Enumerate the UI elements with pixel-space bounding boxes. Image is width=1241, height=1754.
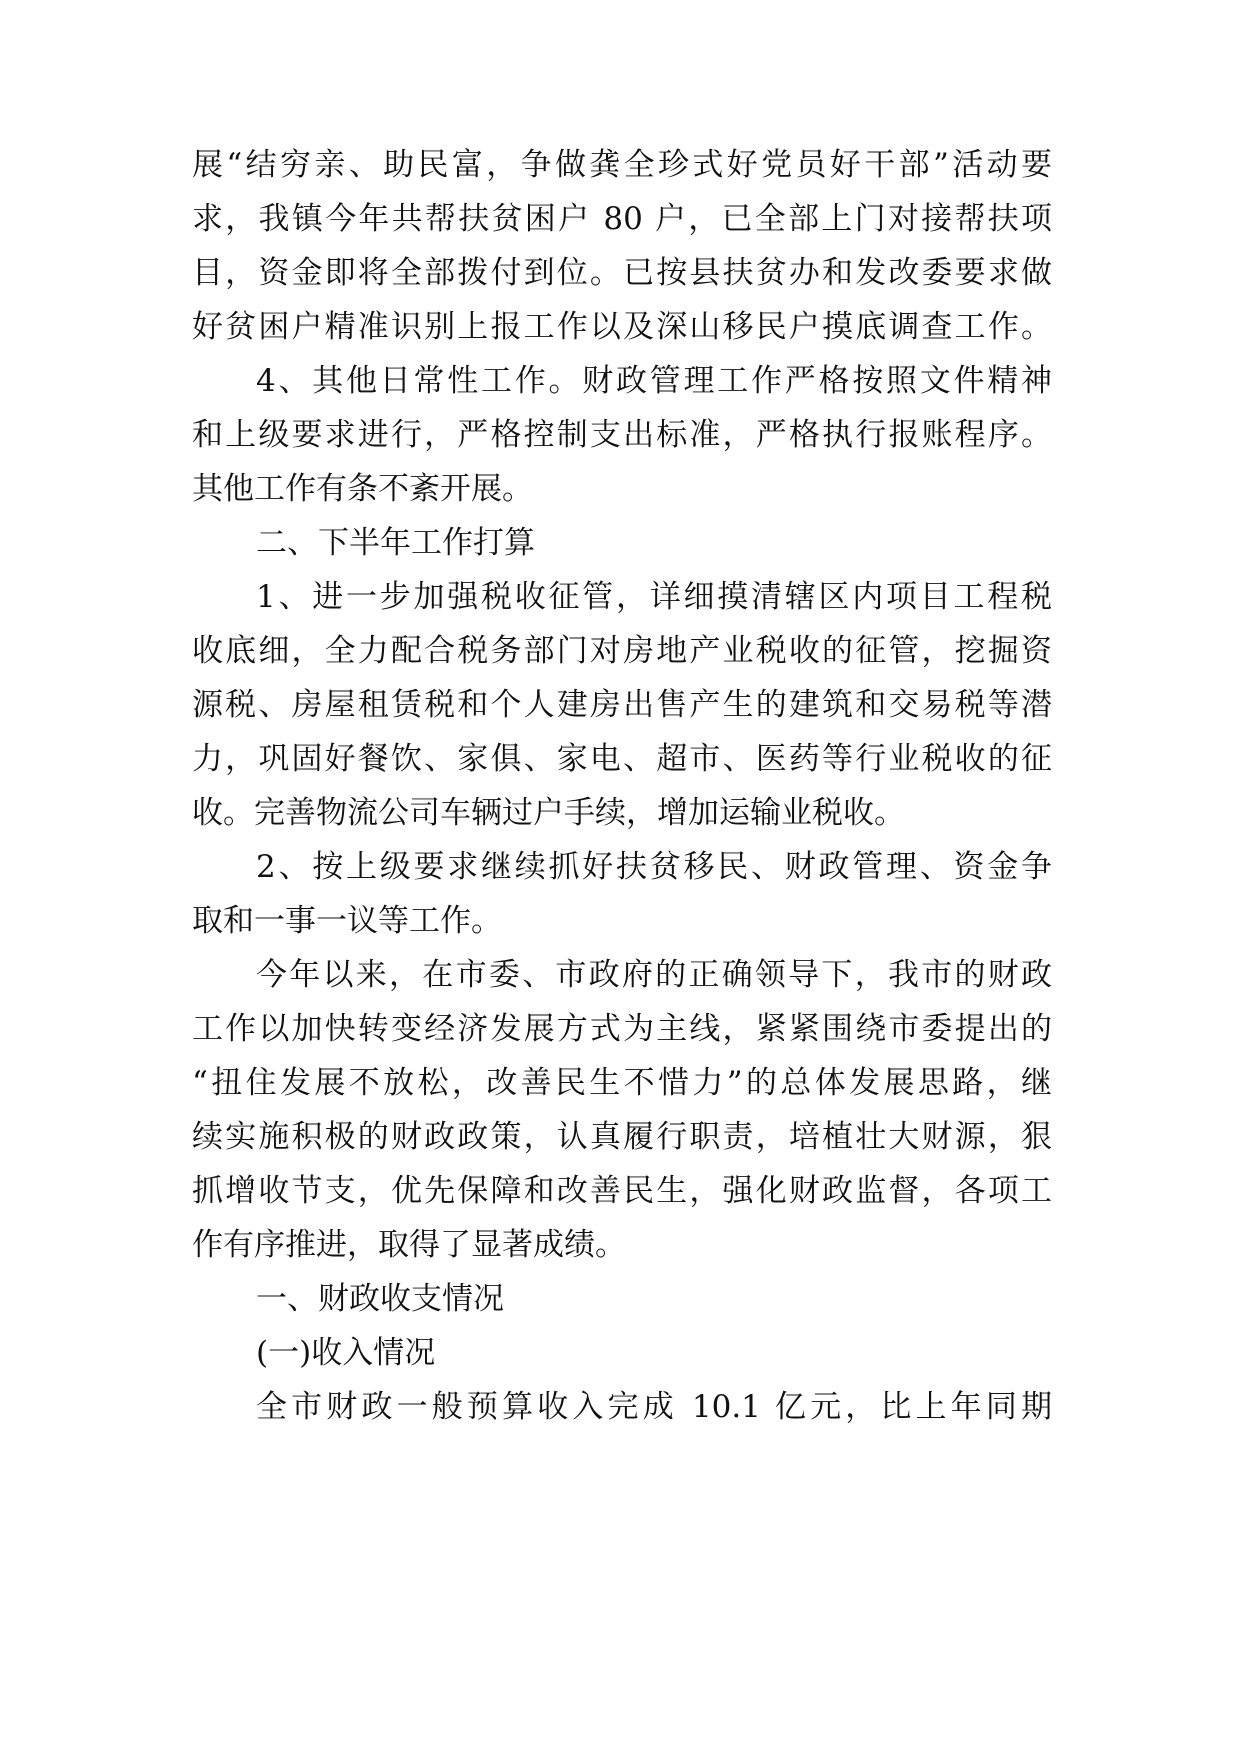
text-line: 今年以来，在市委、市政府的正确领导下，我市的财政 — [256, 957, 1052, 993]
text-line: 作有序推进，取得了显著成绩。 — [192, 1227, 626, 1263]
text-line: 和上级要求进行，严格控制支出标准，严格执行报账程序。 — [192, 417, 1052, 453]
text-line: 求，我镇今年共帮扶贫困户 80 户，已全部上门对接帮扶项 — [192, 201, 1052, 237]
section-heading: 二、下半年工作打算 — [256, 525, 535, 561]
text-line: 好贫困户精准识别上报工作以及深山移民户摸底调查工作。 — [192, 309, 1052, 345]
text-line: 4、其他日常性工作。财政管理工作严格按照文件精神 — [256, 363, 1052, 399]
text-line: 收。完善物流公司车辆过户手续，增加运输业税收。 — [192, 795, 905, 831]
text-line: 目，资金即将全部拨付到位。已按县扶贫办和发改委要求做 — [192, 255, 1052, 291]
section-heading: 一、财政收支情况 — [256, 1281, 504, 1317]
text-line: 其他工作有条不紊开展。 — [192, 471, 533, 507]
text-line: “扭住发展不放松，改善民生不惜力”的总体发展思路，继 — [192, 1065, 1052, 1101]
text-line: 1、进一步加强税收征管，详细摸清辖区内项目工程税 — [256, 579, 1052, 615]
subsection-heading: (一)收入情况 — [256, 1335, 436, 1371]
text-line: 展“结穷亲、助民富，争做龚全珍式好党员好干部”活动要 — [192, 147, 1052, 183]
text-line: 源税、房屋租赁税和个人建房出售产生的建筑和交易税等潜 — [192, 687, 1052, 723]
text-line: 取和一事一议等工作。 — [192, 903, 502, 939]
text-line: 力，巩固好餐饮、家俱、家电、超市、医药等行业税收的征 — [192, 741, 1052, 777]
text-line: 全市财政一般预算收入完成 10.1 亿元，比上年同期 — [256, 1389, 1052, 1425]
text-line: 收底细，全力配合税务部门对房地产业税收的征管，挖掘资 — [192, 633, 1052, 669]
text-line: 续实施积极的财政政策，认真履行职责，培植壮大财源，狠 — [192, 1119, 1052, 1155]
text-line: 工作以加快转变经济发展方式为主线，紧紧围绕市委提出的 — [192, 1011, 1052, 1047]
text-line: 抓增收节支，优先保障和改善民生，强化财政监督，各项工 — [192, 1173, 1052, 1209]
text-line: 2、按上级要求继续抓好扶贫移民、财政管理、资金争 — [256, 849, 1052, 885]
